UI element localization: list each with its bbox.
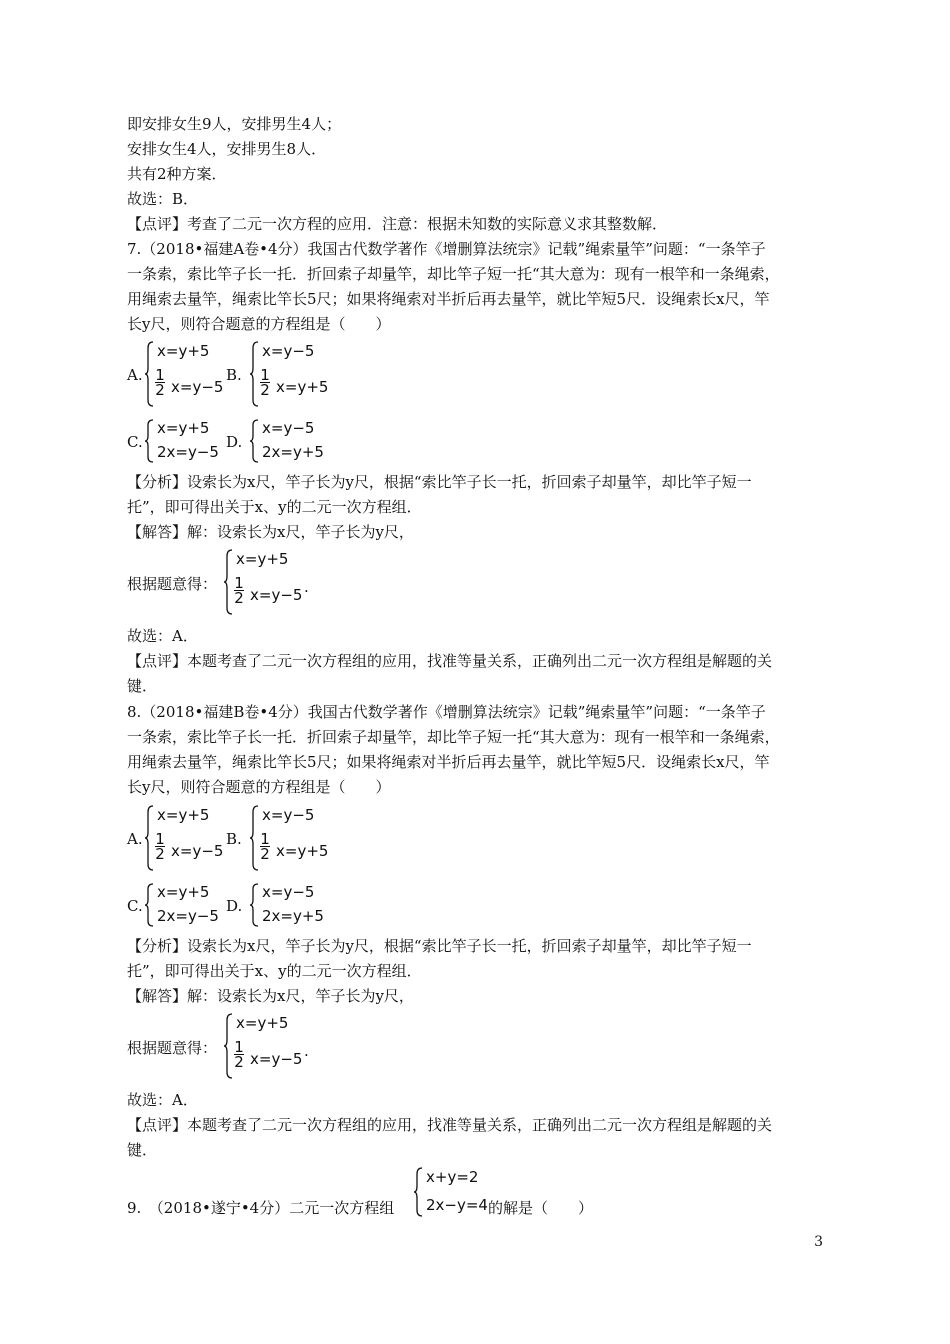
option-a-label: A. — [127, 830, 143, 848]
equation-system-answer — [224, 548, 324, 618]
equation: 2x=y−5 — [157, 907, 219, 925]
equation: 2x−y=4 — [426, 1196, 488, 1214]
choice-line: 故选：A． — [127, 627, 198, 645]
equation: x=y−5 — [262, 419, 315, 437]
brace-icon — [145, 882, 155, 928]
brace-icon — [414, 1166, 424, 1218]
option-d-label: D. — [226, 433, 243, 451]
text-line: 即安排女生9人，安排男生4人； — [127, 115, 342, 133]
fraction: $\frac{1}{2}$ — [234, 574, 244, 607]
equation-system-q9 — [414, 1166, 488, 1220]
question-8-text: 长y尺，则符合题意的方程组是（ ） — [127, 778, 391, 796]
equation: x=y+5 — [157, 342, 210, 360]
analysis-line: 【分析】设索长为x尺，竿子长为y尺，根据“索比竿子长一托，折回索子却量竿，却比竿子短一 — [127, 937, 752, 955]
option-c-label: C. — [127, 433, 143, 451]
text-line: 安排女生4人，安排男生8人． — [127, 140, 327, 158]
brace-icon — [224, 548, 234, 616]
equation-system-b — [250, 804, 340, 874]
option-a-label: A. — [127, 366, 143, 384]
equation-system-a — [145, 804, 225, 874]
fraction: $\frac{1}{2}$ — [155, 366, 165, 399]
equation: 2x=y−5 — [157, 443, 219, 461]
brace-icon — [145, 418, 155, 464]
fraction: $\frac{1}{2}$ — [260, 366, 270, 399]
text-line: 故选：B． — [127, 190, 199, 208]
equation: x=y+5 — [157, 883, 210, 901]
equation: 2x=y+5 — [262, 443, 324, 461]
equation: x=y−5 — [262, 806, 315, 824]
equation-system-c — [145, 418, 225, 466]
question-7-text: 一条索，索比竿子长一托．折回索子却量竿，却比竿子短一托“其大意为：现有一根竿和一条绳索， — [127, 265, 780, 283]
option-b-label: B. — [226, 366, 242, 384]
equation-system-c — [145, 882, 225, 930]
question-9-text: 9. （2018•遂宁•4分）二元一次方程组 — [127, 1199, 395, 1217]
fraction: $\frac{1}{2}$ — [155, 830, 165, 863]
comment-line: 【点评】考查了二元一次方程的应用．注意：根据未知数的实际意义求其整数解． — [127, 215, 668, 233]
option-c-label: C. — [127, 897, 143, 915]
equation: x=y+5 — [276, 842, 329, 860]
equation: x=y+5 — [236, 550, 289, 568]
choice-line: 故选：A． — [127, 1091, 198, 1109]
option-b-label: B. — [226, 830, 242, 848]
brace-icon — [250, 418, 260, 464]
question-7-text: 用绳索去量竿，绳索比竿长5尺；如果将绳索对半折后再去量竿，就比竿短5尺．设绳索长x尺，竿 — [127, 290, 770, 308]
comment-line: 【点评】本题考查了二元一次方程组的应用，找准等量关系，正确列出二元一次方程组是解题的关 — [127, 1116, 773, 1134]
equation: x=y+5 — [236, 1014, 289, 1032]
solution-line: 根据题意得： — [127, 1039, 218, 1057]
equation-system-a — [145, 340, 225, 410]
equation-system-d — [250, 882, 340, 930]
question-8-text: 用绳索去量竿，绳索比竿长5尺；如果将绳索对半折后再去量竿，就比竿短5尺．设绳索长x尺，竿 — [127, 753, 770, 771]
brace-icon — [145, 804, 155, 872]
solution-line: 【解答】解：设索长为x尺，竿子长为y尺， — [127, 523, 414, 541]
period: . — [304, 1042, 309, 1060]
brace-icon — [250, 882, 260, 928]
question-8-text: 8.（2018•福建B卷•4分）我国古代数学著作《增删算法统宗》记载”绳索量竿”问题：“一条竿子 — [127, 703, 766, 721]
equation: x=y+5 — [276, 378, 329, 396]
option-d-label: D. — [226, 897, 243, 915]
equation: x=y−5 — [250, 586, 303, 604]
brace-icon — [224, 1012, 234, 1080]
fraction: $\frac{1}{2}$ — [234, 1038, 244, 1071]
equation-system-d — [250, 418, 340, 466]
equation-system-b — [250, 340, 340, 410]
comment-line: 【点评】本题考查了二元一次方程组的应用，找准等量关系，正确列出二元一次方程组是解题的关 — [127, 652, 773, 670]
analysis-line: 【分析】设索长为x尺，竿子长为y尺，根据“索比竿子长一托，折回索子却量竿，却比竿子短一 — [127, 473, 752, 491]
equation: x=y−5 — [262, 342, 315, 360]
equation: x=y+5 — [157, 806, 210, 824]
equation: x=y−5 — [262, 883, 315, 901]
equation: x=y−5 — [171, 842, 224, 860]
equation-system-answer — [224, 1012, 324, 1082]
equation: x=y+5 — [157, 419, 210, 437]
fraction: $\frac{1}{2}$ — [260, 830, 270, 863]
comment-line: 键． — [127, 677, 158, 695]
brace-icon — [250, 340, 260, 408]
brace-icon — [145, 340, 155, 408]
brace-icon — [250, 804, 260, 872]
solution-line: 【解答】解：设索长为x尺，竿子长为y尺， — [127, 987, 414, 1005]
analysis-line: 托”，即可得出关于x、y的二元一次方程组． — [127, 498, 422, 516]
question-9-text: 的解是（ ） — [488, 1199, 594, 1217]
analysis-line: 托”，即可得出关于x、y的二元一次方程组． — [127, 962, 422, 980]
equation: x=y−5 — [171, 378, 224, 396]
equation: 2x=y+5 — [262, 907, 324, 925]
equation: x=y−5 — [250, 1050, 303, 1068]
page-number: 3 — [814, 1234, 823, 1250]
comment-line: 键． — [127, 1141, 158, 1159]
question-7-text: 7.（2018•福建A卷•4分）我国古代数学著作《增删算法统宗》记载”绳索量竿”问题：“一条竿子 — [127, 240, 766, 258]
question-7-text: 长y尺，则符合题意的方程组是（ ） — [127, 315, 391, 333]
solution-line: 根据题意得： — [127, 575, 218, 593]
question-8-text: 一条索，索比竿子长一托．折回索子却量竿，却比竿子短一托“其大意为：现有一根竿和一条绳索， — [127, 728, 780, 746]
period: . — [304, 578, 309, 596]
text-line: 共有2种方案． — [127, 165, 227, 183]
equation: x+y=2 — [426, 1168, 479, 1186]
